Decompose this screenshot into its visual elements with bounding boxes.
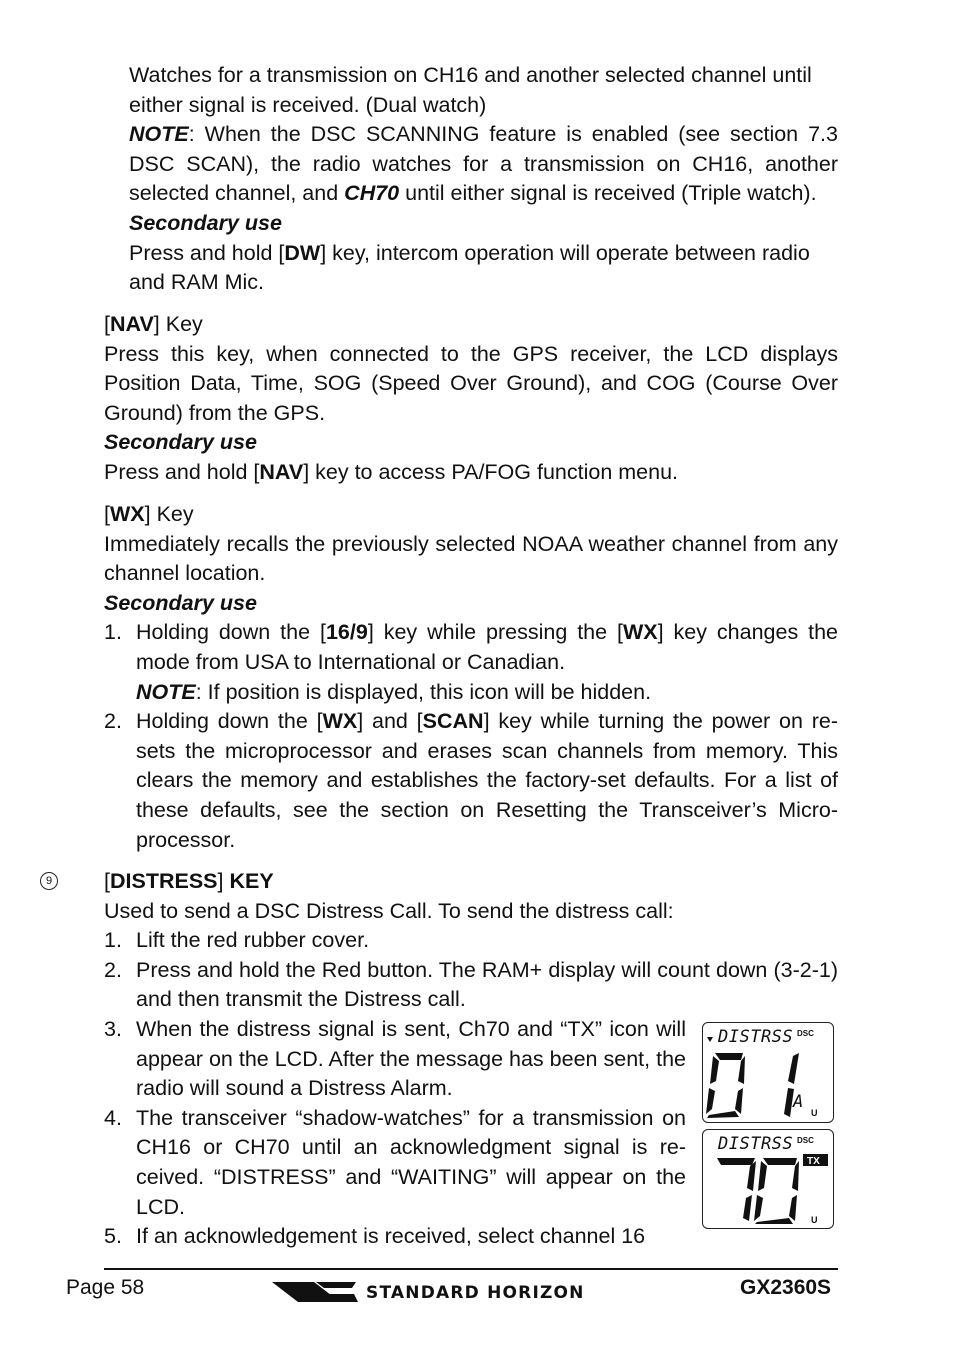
lcd-label: DISTRSS [718, 1134, 794, 1154]
list-item: 2. Holding down the [WX] and [SCAN] key while turning the power on re-sets the microprocessor and erases scan channels from memory. This clears the memory and establishes the factory-set defaults. For a list of these defaults, see the section on Resetting the Transceiver’s Micro-processor. [104, 709, 838, 852]
dual-watch-text: Watches for a transmission on CH16 and another selected channel until either signal is received. (Dual watch) [129, 63, 812, 117]
secondary-use-heading: Secondary use [104, 430, 257, 455]
lcd-label: DISTRSS [718, 1027, 794, 1047]
distress-intro: Used to send a DSC Distress Call. To send the distress call: [104, 898, 674, 923]
list-number: 1. [104, 620, 122, 645]
footer-rule [104, 1268, 838, 1270]
nav-key-description: Press this key, when connected to the GPS receiver, the LCD displays Position Data, Time, SOG (Speed Over Ground), and COG (Course Over Ground) from the GPS. [104, 341, 838, 425]
wx-key-heading: [WX] Key [104, 502, 194, 526]
list-item [104, 1015, 686, 1104]
list-item [104, 956, 838, 1015]
list-number: 3. [104, 1016, 122, 1041]
key-ref: WX [622, 620, 658, 645]
dsc-indicator: DSC [797, 1136, 814, 1145]
list-number: 1. [104, 928, 122, 953]
key-ref: 16/9 [325, 620, 368, 645]
nav-key-name: NAV [109, 312, 154, 336]
brand-name: STANDARD HORIZON [366, 1283, 585, 1303]
step-text: When the distress signal is sent, Ch70 and “TX” icon will appear on the LCD. After the message has been sent, the radio will sound a Distress Alarm. [136, 1016, 686, 1101]
list-item [104, 1104, 686, 1222]
list-item [104, 1222, 696, 1252]
lcd-segments [703, 1130, 832, 1227]
nav-key-ref: NAV [259, 459, 304, 484]
dual-watch-note [129, 120, 838, 209]
secondary-use-heading: Secondary use [104, 590, 257, 615]
step-text: Press and hold the Red button. The RAM+ display will count down (3-2-1) and then transmit the Distress call. [136, 957, 838, 1012]
arrow-down-icon [707, 1037, 713, 1042]
list-item [104, 926, 838, 956]
lcd-sub-indicator: A [793, 1092, 804, 1112]
dw-key: DW [284, 240, 321, 265]
model-number: GX2360S [740, 1276, 832, 1299]
tx-indicator: TX [807, 1156, 820, 1167]
wx-key-name: WX [109, 502, 145, 526]
list-note: NOTE: If position is displayed, this icon will be hidden. [136, 679, 652, 704]
distress-key-heading: [DISTRESS] KEY [104, 869, 274, 893]
lcd-display-countdown [702, 1022, 834, 1123]
list-number: 4. [104, 1105, 122, 1130]
list-number: 5. [104, 1224, 122, 1249]
key-ref: SCAN [422, 709, 484, 734]
note-text-end: until either signal is received (Triple watch). [399, 181, 817, 206]
wx-key-description: Immediately recalls the previously selected NOAA weather channel from any channel location. [104, 531, 838, 586]
page-number: Page 58 [66, 1276, 145, 1299]
note-channel: CH70 [344, 181, 400, 206]
nav-key-heading: [NAV] Key [104, 312, 203, 336]
key-ref: WX [322, 709, 358, 734]
brand-logo-icon [272, 1280, 362, 1306]
step-text: Lift the red rubber cover. [136, 928, 370, 953]
note-text: : When the DSC SCANNING feature is enabled (see section 7.3 DSC SCAN), the radio watches for a transmission on CH16, another selected channel, and [129, 122, 838, 206]
nav-key-section [104, 310, 838, 488]
step-text: The transceiver “shadow-watches” for a transmission on CH16 or CH70 until an acknowledgment signal is re-ceived. “DISTRESS” and “WAITING” will appear on the LCD. [136, 1105, 686, 1219]
key-word: KEY [229, 869, 274, 893]
nav-secondary-text: Press and hold [NAV] key to access PA/FOG function menu. [104, 459, 678, 484]
secondary-use-heading: Secondary use [129, 210, 282, 235]
list-item: 1. Holding down the [16/9] key while pressing the [WX] key changes the mode from USA to International or Canadian. NOTE: If position is displayed, this icon will be hidden. [104, 618, 838, 707]
lcd-u-indicator: U [811, 1108, 818, 1118]
list-number: 2. [104, 709, 122, 734]
lcd-segments [703, 1023, 832, 1121]
wx-key-section [104, 500, 838, 855]
list-number: 2. [104, 957, 122, 982]
distress-key-name: DISTRESS [109, 869, 218, 893]
seven-seg-digits [706, 1053, 799, 1118]
item-number-marker: 9 [40, 872, 58, 890]
dsc-indicator: DSC [797, 1029, 814, 1038]
brand-logo [272, 1280, 634, 1306]
lcd-display-ch70 [702, 1129, 834, 1229]
seven-seg-digits [717, 1158, 799, 1224]
dual-watch-section [129, 61, 838, 298]
note-label: NOTE [136, 679, 196, 704]
note-label: NOTE [129, 122, 189, 147]
dw-secondary-text: Press and hold [DW] key, intercom operation will operate between radio and RAM Mic. [129, 240, 810, 295]
step-text: If an acknowledgement is received, select channel 16 [136, 1224, 646, 1249]
lcd-u-indicator: U [811, 1215, 818, 1225]
